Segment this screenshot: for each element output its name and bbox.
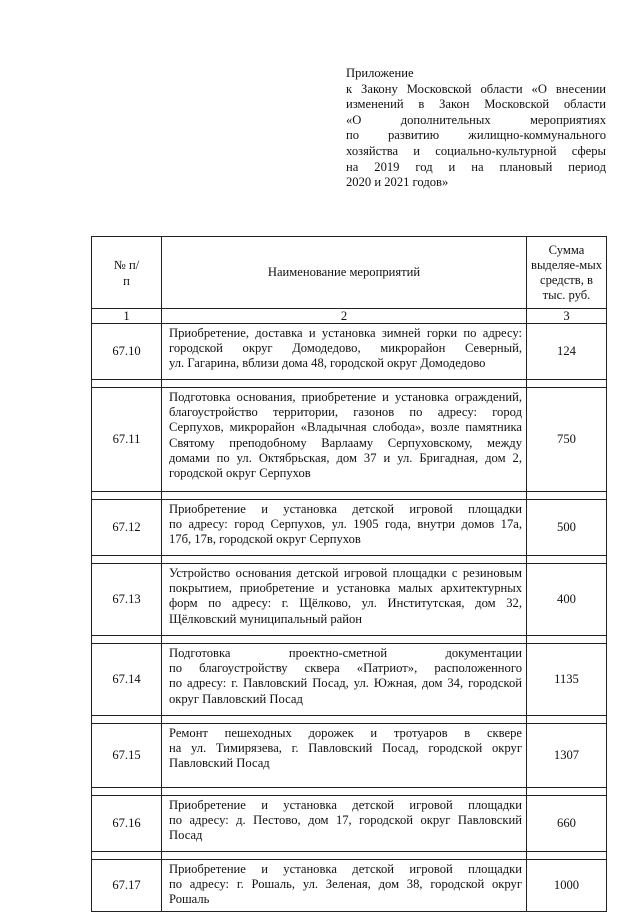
- description-line: на ул. Тимирязева, г. Павловский Посад, городской округ: [169, 741, 522, 756]
- description-line: Щёлковский муниципальный район: [169, 611, 363, 626]
- header-sum: Сумма выделяе-мых средств, в тыс. руб.: [527, 237, 607, 309]
- table-row: [92, 564, 607, 636]
- description-line: округ Павловский Посад: [169, 691, 303, 706]
- row-gap: [92, 556, 607, 564]
- description-line: форм по адресу: г. Щёлково, ул. Институтская, дом 32,: [169, 596, 522, 611]
- row-gap: [92, 636, 607, 644]
- description-line: Подготовка основания, приобретение и установка ограждений,: [169, 390, 522, 404]
- table-header-row: [92, 237, 607, 309]
- description-line: 17б, 17в, городской округ Серпухов: [169, 532, 361, 547]
- description-line: Приобретение и установка детской игровой площадки: [169, 502, 522, 516]
- row-sum: 1307: [527, 724, 607, 788]
- row-gap: [92, 852, 607, 860]
- row-number: 67.15: [92, 724, 162, 788]
- table-row: [92, 500, 607, 556]
- row-sum: 500: [527, 500, 607, 556]
- description-line: по адресу: д. Пестово, дом 17, городской округ Павловский: [169, 813, 522, 828]
- row-gap-cell: [162, 636, 527, 644]
- description-line: Приобретение, доставка и установка зимней горки по адресу:: [169, 326, 522, 340]
- description-line: по благоустройству сквера «Патриот», расположенного: [169, 661, 522, 676]
- row-number: 67.14: [92, 644, 162, 716]
- description-line: городской округ Домодедово, микрорайон Северный,: [169, 341, 522, 356]
- row-gap-cell: [162, 492, 527, 500]
- row-gap-cell: [162, 716, 527, 724]
- appendix-line: к Закону Московской области «О внесении: [346, 81, 606, 96]
- row-gap-cell: [162, 788, 527, 796]
- row-gap-cell: [527, 380, 607, 388]
- appendix-header: [346, 66, 606, 191]
- row-description: [162, 324, 527, 380]
- row-number: 67.12: [92, 500, 162, 556]
- header-name: Наименование мероприятий: [162, 237, 527, 309]
- description-line: Серпухов, микрорайон «Владычная слобода», возле памятника: [169, 420, 522, 435]
- row-gap: [92, 380, 607, 388]
- row-gap-cell: [162, 380, 527, 388]
- description-line: Рошаль: [169, 892, 210, 907]
- table-row: [92, 324, 607, 380]
- row-gap-cell: [527, 556, 607, 564]
- row-gap: [92, 716, 607, 724]
- description-line: по адресу: город Серпухов, ул. 1905 года, внутри домов 17а,: [169, 517, 522, 532]
- row-sum: 400: [527, 564, 607, 636]
- description-line: Павловский Посад: [169, 756, 270, 771]
- description-line: Приобретение и установка детской игровой площадки: [169, 862, 522, 876]
- row-gap-cell: [92, 492, 162, 500]
- appendix-line: 2020 и 2021 годов»: [346, 175, 449, 190]
- appendix-line: изменений в Закон Московской области: [346, 97, 606, 112]
- appendix-line: на 2019 год и на плановый период: [346, 159, 606, 174]
- description-line: Посад: [169, 828, 203, 843]
- row-description: [162, 860, 527, 912]
- row-sum: 124: [527, 324, 607, 380]
- table-row: [92, 724, 607, 788]
- description-line: Ремонт пешеходных дорожек и тротуаров в сквере: [169, 726, 522, 740]
- row-gap-cell: [527, 492, 607, 500]
- row-number: 67.10: [92, 324, 162, 380]
- row-description: [162, 388, 527, 492]
- row-description: [162, 796, 527, 852]
- header-num: № п/п: [92, 237, 162, 309]
- description-line: домами по ул. Октябрьская, дом 37 и ул. Бригадная, дом 2,: [169, 450, 522, 465]
- row-gap-cell: [92, 380, 162, 388]
- row-gap-cell: [92, 788, 162, 796]
- row-sum: 1135: [527, 644, 607, 716]
- appendix-line: по развитию жилищно-коммунального: [346, 128, 606, 143]
- row-gap-cell: [527, 852, 607, 860]
- column-number: 2: [162, 309, 527, 324]
- row-gap-cell: [527, 788, 607, 796]
- description-line: по адресу: г. Рошаль, ул. Зеленая, дом 38, городской округ: [169, 877, 522, 892]
- row-description: [162, 500, 527, 556]
- row-gap-cell: [527, 716, 607, 724]
- description-line: покрытием, приобретение и установка малых архитектурных: [169, 581, 522, 596]
- row-gap-cell: [162, 852, 527, 860]
- appendix-line: Приложение: [346, 66, 414, 80]
- row-gap: [92, 788, 607, 796]
- row-number: 67.17: [92, 860, 162, 912]
- row-description: [162, 724, 527, 788]
- description-line: благоустройство территории, газонов по адресу: город: [169, 405, 522, 420]
- table-row: [92, 388, 607, 492]
- row-number: 67.16: [92, 796, 162, 852]
- row-gap-cell: [92, 852, 162, 860]
- row-sum: 660: [527, 796, 607, 852]
- description-line: Подготовка проектно-сметной документации: [169, 646, 522, 660]
- row-number: 67.11: [92, 388, 162, 492]
- description-line: городской округ Серпухов: [169, 466, 311, 481]
- row-gap-cell: [92, 556, 162, 564]
- row-sum: 750: [527, 388, 607, 492]
- column-number: 1: [92, 309, 162, 324]
- appendix-line: хозяйства и социально-культурной сферы: [346, 143, 606, 158]
- appendix-line: «О дополнительных мероприятиях: [346, 112, 606, 127]
- events-table: [91, 236, 607, 912]
- column-number: 3: [527, 309, 607, 324]
- row-gap-cell: [527, 636, 607, 644]
- table-row: [92, 796, 607, 852]
- table-row: [92, 644, 607, 716]
- row-gap: [92, 492, 607, 500]
- description-line: Устройство основания детской игровой площадки с резиновым: [169, 566, 522, 580]
- description-line: Святому преподобному Варлааму Серпуховскому, между: [169, 435, 522, 450]
- row-gap-cell: [92, 716, 162, 724]
- row-sum: 1000: [527, 860, 607, 912]
- description-line: по адресу: г. Павловский Посад, ул. Южная, дом 34, городской: [169, 676, 522, 691]
- row-number: 67.13: [92, 564, 162, 636]
- row-description: [162, 644, 527, 716]
- column-number-row: [92, 309, 607, 324]
- description-line: Приобретение и установка детской игровой площадки: [169, 798, 522, 812]
- table-row: [92, 860, 607, 912]
- row-gap-cell: [92, 636, 162, 644]
- row-description: [162, 564, 527, 636]
- description-line: ул. Гагарина, вблизи дома 48, городской округ Домодедово: [169, 356, 486, 371]
- row-gap-cell: [162, 556, 527, 564]
